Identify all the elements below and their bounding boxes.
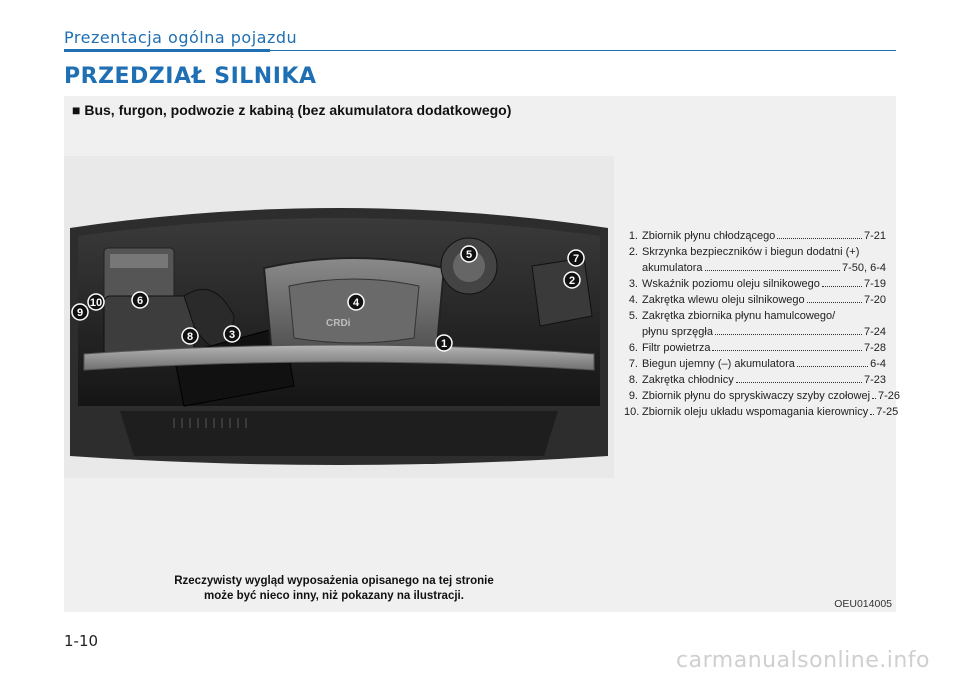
legend-item-3: 3. Wskaźnik poziomu oleju silnikowego 7-19	[628, 278, 886, 290]
legend-item-10: 10. Zbiornik oleju układu wspomagania kierownicy 7-25	[624, 406, 899, 418]
svg-text:3: 3	[228, 329, 236, 341]
svg-text:2: 2	[568, 275, 576, 287]
svg-text:5: 5	[465, 249, 473, 261]
svg-text:1: 1	[440, 338, 448, 350]
section-header	[64, 28, 297, 50]
header-rule-thin	[270, 50, 896, 51]
marker-6	[132, 292, 148, 308]
panel-heading: ■ Bus, furgon, podwozie z kabiną (bez akumulatora dodatkowego)	[72, 102, 512, 118]
marker-7	[568, 250, 584, 266]
illustration-code: OEU014005	[834, 598, 892, 610]
svg-text:10: 10	[89, 297, 103, 309]
caption-line-2: może być nieco inny, niż pokazany na ilustracji.	[204, 590, 464, 602]
legend-item-6: 6. Filtr powietrza 7-28	[628, 342, 886, 354]
engine-bay-illustration	[64, 156, 614, 478]
legend-item-7: 7. Biegun ujemny (–) akumulatora 6-4	[628, 358, 886, 370]
page-number: 1-10	[64, 632, 99, 650]
illustration-panel	[64, 96, 901, 612]
legend-item-9: 9. Zbiornik płynu do spryskiwaczy szyby czołowej 7-26	[628, 390, 901, 402]
caption-line-1: Rzeczywisty wygląd wyposażenia opisanego na tej stronie	[174, 575, 494, 587]
svg-text:4: 4	[352, 297, 360, 309]
section-header-text: Prezentacja ogólna pojazdu	[64, 28, 298, 47]
marker-1	[436, 335, 452, 351]
svg-text:8: 8	[186, 331, 194, 343]
marker-9	[72, 304, 88, 320]
legend-item-1: 1. Zbiornik płynu chłodzącego 7-21	[628, 230, 886, 242]
component-legend	[624, 228, 901, 420]
svg-text:6: 6	[136, 295, 144, 307]
header-rule-thick	[64, 49, 270, 52]
marker-10	[88, 294, 104, 310]
illustration-caption	[154, 574, 514, 604]
engine-cover-logo: CRDi	[326, 318, 351, 329]
legend-item-4: 4. Zakrętka wlewu oleju silnikowego 7-20	[628, 294, 886, 306]
legend-item-8: 8. Zakrętka chłodnicy 7-23	[628, 374, 886, 386]
marker-5	[461, 246, 477, 262]
marker-2	[564, 272, 580, 288]
watermark: carmanualsonline.info	[676, 648, 930, 673]
page-title: PRZEDZIAŁ SILNIKA	[64, 64, 317, 89]
svg-text:7: 7	[572, 253, 580, 265]
legend-item-2: 2. Skrzynka bezpieczników i biegun dodatni (+) akumulatora 7-50, 6-4	[628, 246, 886, 274]
marker-3	[224, 326, 240, 342]
marker-4	[348, 294, 364, 310]
engine-bay-drawing	[64, 156, 614, 478]
svg-text:9: 9	[76, 307, 84, 319]
legend-item-5: 5. Zakrętka zbiornika płynu hamulcowego/ płynu sprzęgła 7-24	[628, 310, 886, 338]
marker-8	[182, 328, 198, 344]
